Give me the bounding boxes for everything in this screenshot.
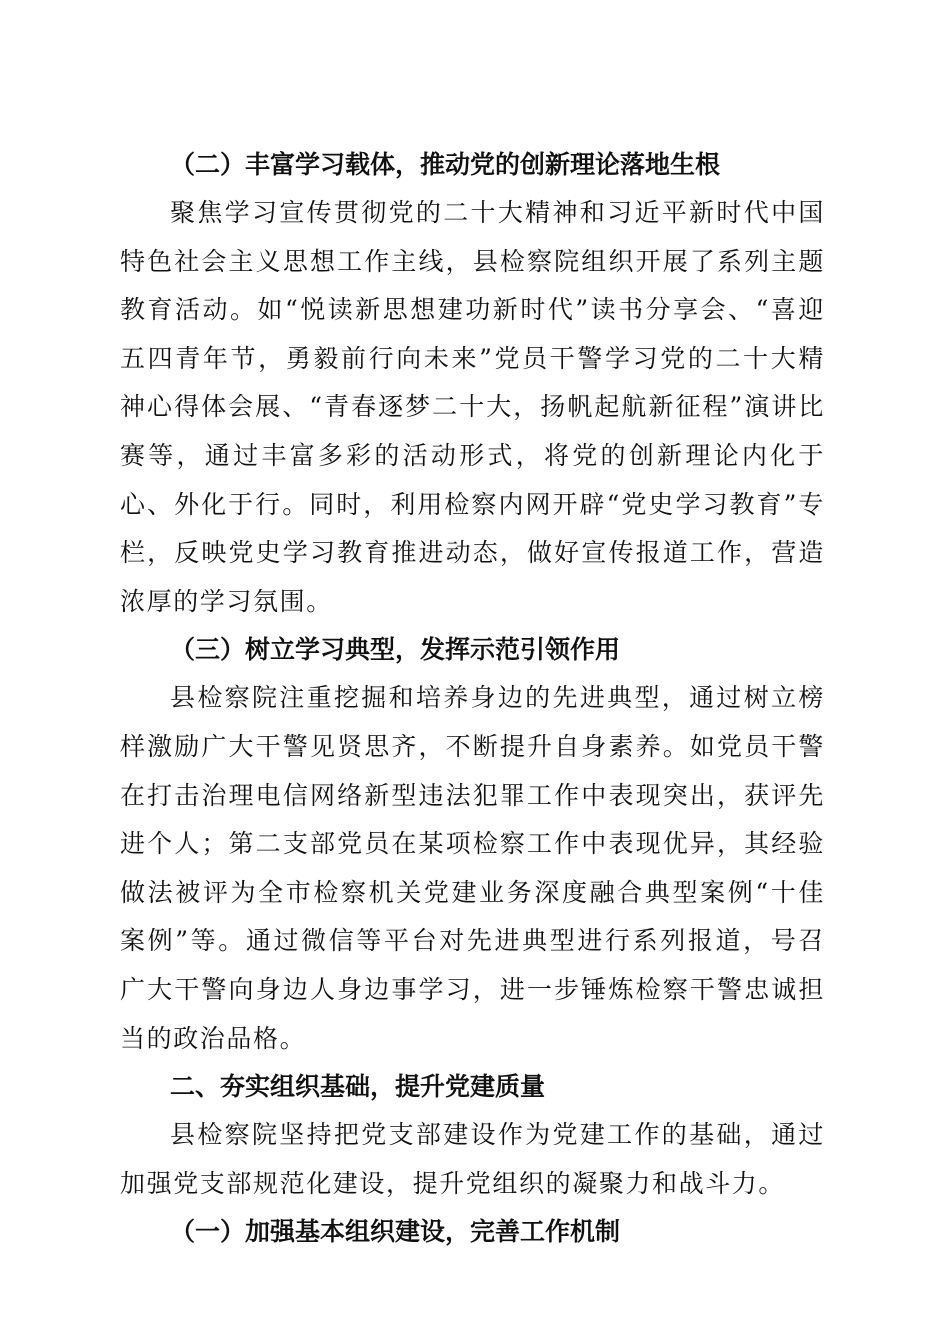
document-body [120, 141, 825, 1256]
section-subheading-2: （二）丰富学习载体，推动党的创新理论落地生根 [170, 150, 721, 179]
section-subheading-3: （三）树立学习典型，发挥示范引领作用 [170, 635, 621, 665]
body-paragraph-1: 聚焦学习宣传贯彻党的二十大精神和习近平新时代中国特色社会主义思想工作主线，县检察院组织开展了系列主题教育活动。如“悦读新思想建功新时代”读书分享会、“喜迎五四青年节，勇毅前行向未来”党员干警学习党的二十大精神心得体会展、“青春逐梦二十大，扬帆起航新征程”演讲比赛等，通过丰富多彩的活动形式，将党的创新理论内化于心、外化于行。同时，利用检察内网开辟“党史学习教育”专栏，反映党史学习教育推进动态，做好宣传报道工作，营造浓厚的学习氛围。 [120, 198, 825, 616]
body-paragraph-2: 县检察院注重挖掘和培养身边的先进典型，通过树立榜样激励广大干警见贤思齐，不断提升自身素养。如党员干警在打击治理电信网络新型违法犯罪工作中表现突出，获评先进个人；第二支部党员在某项检察工作中表现优异，其经验做法被评为全市检察机关党建业务深度融合典型案例“十佳案例”等。通过微信等平台对先进典型进行系列报道，号召广大干警向身边人身边事学习，进一步锤炼检察干警忠诚担当的政治品格。 [120, 683, 825, 1053]
body-paragraph-3: 县检察院坚持把党支部建设作为党建工作的基础，通过加强党支部规范化建设，提升党组织的凝聚力和战斗力。 [120, 1120, 825, 1198]
section-heading-2: 二、夯实组织基础，提升党建质量 [170, 1072, 546, 1102]
section-subheading-1: （一）加强基本组织建设，完善工作机制 [170, 1217, 621, 1247]
